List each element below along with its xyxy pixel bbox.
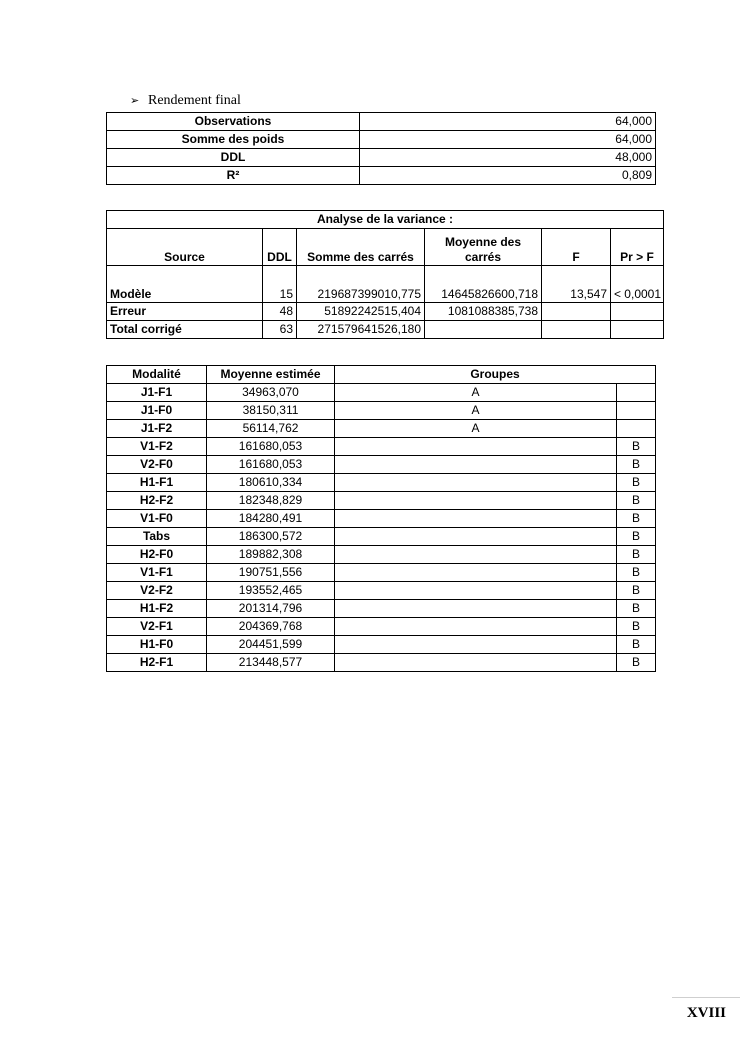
- cell-group-a: [335, 456, 617, 474]
- cell-group-b: B: [617, 456, 656, 474]
- cell-modality: H2-F0: [107, 546, 207, 564]
- cell-p: < 0,0001: [611, 266, 664, 303]
- cell-group-b: B: [617, 474, 656, 492]
- cell-group-b: B: [617, 564, 656, 582]
- summary-row: [107, 131, 656, 149]
- cell-group-a: [335, 438, 617, 456]
- header-source: Source: [107, 229, 263, 266]
- cell-mean: 213448,577: [207, 654, 335, 672]
- cell-f: [542, 321, 611, 339]
- summary-row: [107, 113, 656, 131]
- cell-group-b: [617, 402, 656, 420]
- cell-group-a: [335, 582, 617, 600]
- cell-mean: 186300,572: [207, 528, 335, 546]
- cell-mean: 161680,053: [207, 456, 335, 474]
- cell-modality: V1-F1: [107, 564, 207, 582]
- groups-row: [107, 420, 656, 438]
- summary-row: [107, 149, 656, 167]
- groups-row: [107, 384, 656, 402]
- cell-group-a: A: [335, 402, 617, 420]
- cell-modality: V2-F1: [107, 618, 207, 636]
- header-p: Pr > F: [611, 229, 664, 266]
- cell-f: [542, 303, 611, 321]
- cell-modality: H2-F2: [107, 492, 207, 510]
- cell-mean: 204451,599: [207, 636, 335, 654]
- cell-source: Modèle: [107, 266, 263, 303]
- summary-value: 64,000: [360, 131, 656, 149]
- summary-row: [107, 167, 656, 185]
- cell-modality: H1-F1: [107, 474, 207, 492]
- groups-row: [107, 546, 656, 564]
- cell-group-a: A: [335, 384, 617, 402]
- arrow-bullet-icon: ➢: [130, 94, 140, 107]
- groups-row: [107, 654, 656, 672]
- summary-label: Observations: [107, 113, 360, 131]
- groups-row: [107, 582, 656, 600]
- summary-value: 48,000: [360, 149, 656, 167]
- anova-table: [106, 210, 664, 339]
- header-modality: Modalité: [107, 366, 207, 384]
- groups-row: [107, 492, 656, 510]
- cell-mean: 38150,311: [207, 402, 335, 420]
- cell-group-b: B: [617, 492, 656, 510]
- cell-group-a: [335, 600, 617, 618]
- cell-modality: J1-F1: [107, 384, 207, 402]
- cell-ddl: 63: [263, 321, 297, 339]
- header-groups: Groupes: [335, 366, 656, 384]
- cell-modality: H1-F2: [107, 600, 207, 618]
- anova-row-total: [107, 321, 664, 339]
- cell-modality: V2-F0: [107, 456, 207, 474]
- header-ms: Moyenne des carrés: [425, 229, 542, 266]
- cell-mean: 180610,334: [207, 474, 335, 492]
- summary-label: Somme des poids: [107, 131, 360, 149]
- cell-modality: J1-F2: [107, 420, 207, 438]
- groups-row: [107, 618, 656, 636]
- cell-group-b: B: [617, 582, 656, 600]
- anova-title: Analyse de la variance :: [107, 211, 664, 229]
- footer-rule: [672, 997, 740, 998]
- cell-group-a: [335, 654, 617, 672]
- groups-row: [107, 456, 656, 474]
- cell-mean: 190751,556: [207, 564, 335, 582]
- cell-group-a: [335, 546, 617, 564]
- summary-label: R²: [107, 167, 360, 185]
- cell-group-b: B: [617, 600, 656, 618]
- cell-group-b: [617, 384, 656, 402]
- cell-ddl: 48: [263, 303, 297, 321]
- cell-group-b: B: [617, 654, 656, 672]
- cell-mean: 204369,768: [207, 618, 335, 636]
- cell-mean: 34963,070: [207, 384, 335, 402]
- groups-row: [107, 474, 656, 492]
- cell-ddl: 15: [263, 266, 297, 303]
- cell-ms: [425, 321, 542, 339]
- header-ddl: DDL: [263, 229, 297, 266]
- cell-mean: 193552,465: [207, 582, 335, 600]
- groups-row: [107, 636, 656, 654]
- cell-ms: 1081088385,738: [425, 303, 542, 321]
- groups-row: [107, 600, 656, 618]
- cell-group-a: [335, 564, 617, 582]
- cell-ms: 14645826600,718: [425, 266, 542, 303]
- cell-source: Total corrigé: [107, 321, 263, 339]
- anova-row-model: [107, 266, 664, 303]
- cell-group-a: [335, 510, 617, 528]
- summary-value: 0,809: [360, 167, 656, 185]
- cell-group-b: B: [617, 438, 656, 456]
- cell-ss: 219687399010,775: [297, 266, 425, 303]
- page-number: XVIII: [686, 1005, 726, 1021]
- section-heading: [130, 92, 241, 110]
- cell-group-a: [335, 618, 617, 636]
- cell-group-a: [335, 492, 617, 510]
- summary-table: [106, 112, 656, 185]
- cell-group-b: B: [617, 510, 656, 528]
- header-mean: Moyenne estimée: [207, 366, 335, 384]
- cell-group-a: [335, 474, 617, 492]
- cell-p: [611, 303, 664, 321]
- cell-group-a: A: [335, 420, 617, 438]
- groups-table: [106, 365, 656, 672]
- cell-mean: 161680,053: [207, 438, 335, 456]
- cell-group-b: B: [617, 618, 656, 636]
- groups-row: [107, 510, 656, 528]
- cell-mean: 56114,762: [207, 420, 335, 438]
- cell-mean: 182348,829: [207, 492, 335, 510]
- anova-row-error: [107, 303, 664, 321]
- section-title: Rendement final: [148, 93, 241, 108]
- cell-modality: H2-F1: [107, 654, 207, 672]
- anova-header-row: [107, 229, 664, 266]
- cell-p: [611, 321, 664, 339]
- groups-row: [107, 438, 656, 456]
- groups-row: [107, 528, 656, 546]
- cell-group-b: B: [617, 636, 656, 654]
- groups-header-row: [107, 366, 656, 384]
- cell-group-b: [617, 420, 656, 438]
- groups-row: [107, 564, 656, 582]
- header-f: F: [542, 229, 611, 266]
- cell-modality: V2-F2: [107, 582, 207, 600]
- cell-modality: H1-F0: [107, 636, 207, 654]
- cell-modality: V1-F0: [107, 510, 207, 528]
- cell-mean: 201314,796: [207, 600, 335, 618]
- cell-group-a: [335, 528, 617, 546]
- cell-source: Erreur: [107, 303, 263, 321]
- header-ss: Somme des carrés: [297, 229, 425, 266]
- cell-f: 13,547: [542, 266, 611, 303]
- cell-group-a: [335, 636, 617, 654]
- cell-modality: Tabs: [107, 528, 207, 546]
- cell-modality: V1-F2: [107, 438, 207, 456]
- groups-row: [107, 402, 656, 420]
- cell-modality: J1-F0: [107, 402, 207, 420]
- cell-ss: 51892242515,404: [297, 303, 425, 321]
- cell-group-b: B: [617, 546, 656, 564]
- cell-mean: 189882,308: [207, 546, 335, 564]
- cell-mean: 184280,491: [207, 510, 335, 528]
- cell-group-b: B: [617, 528, 656, 546]
- summary-label: DDL: [107, 149, 360, 167]
- cell-ss: 271579641526,180: [297, 321, 425, 339]
- summary-value: 64,000: [360, 113, 656, 131]
